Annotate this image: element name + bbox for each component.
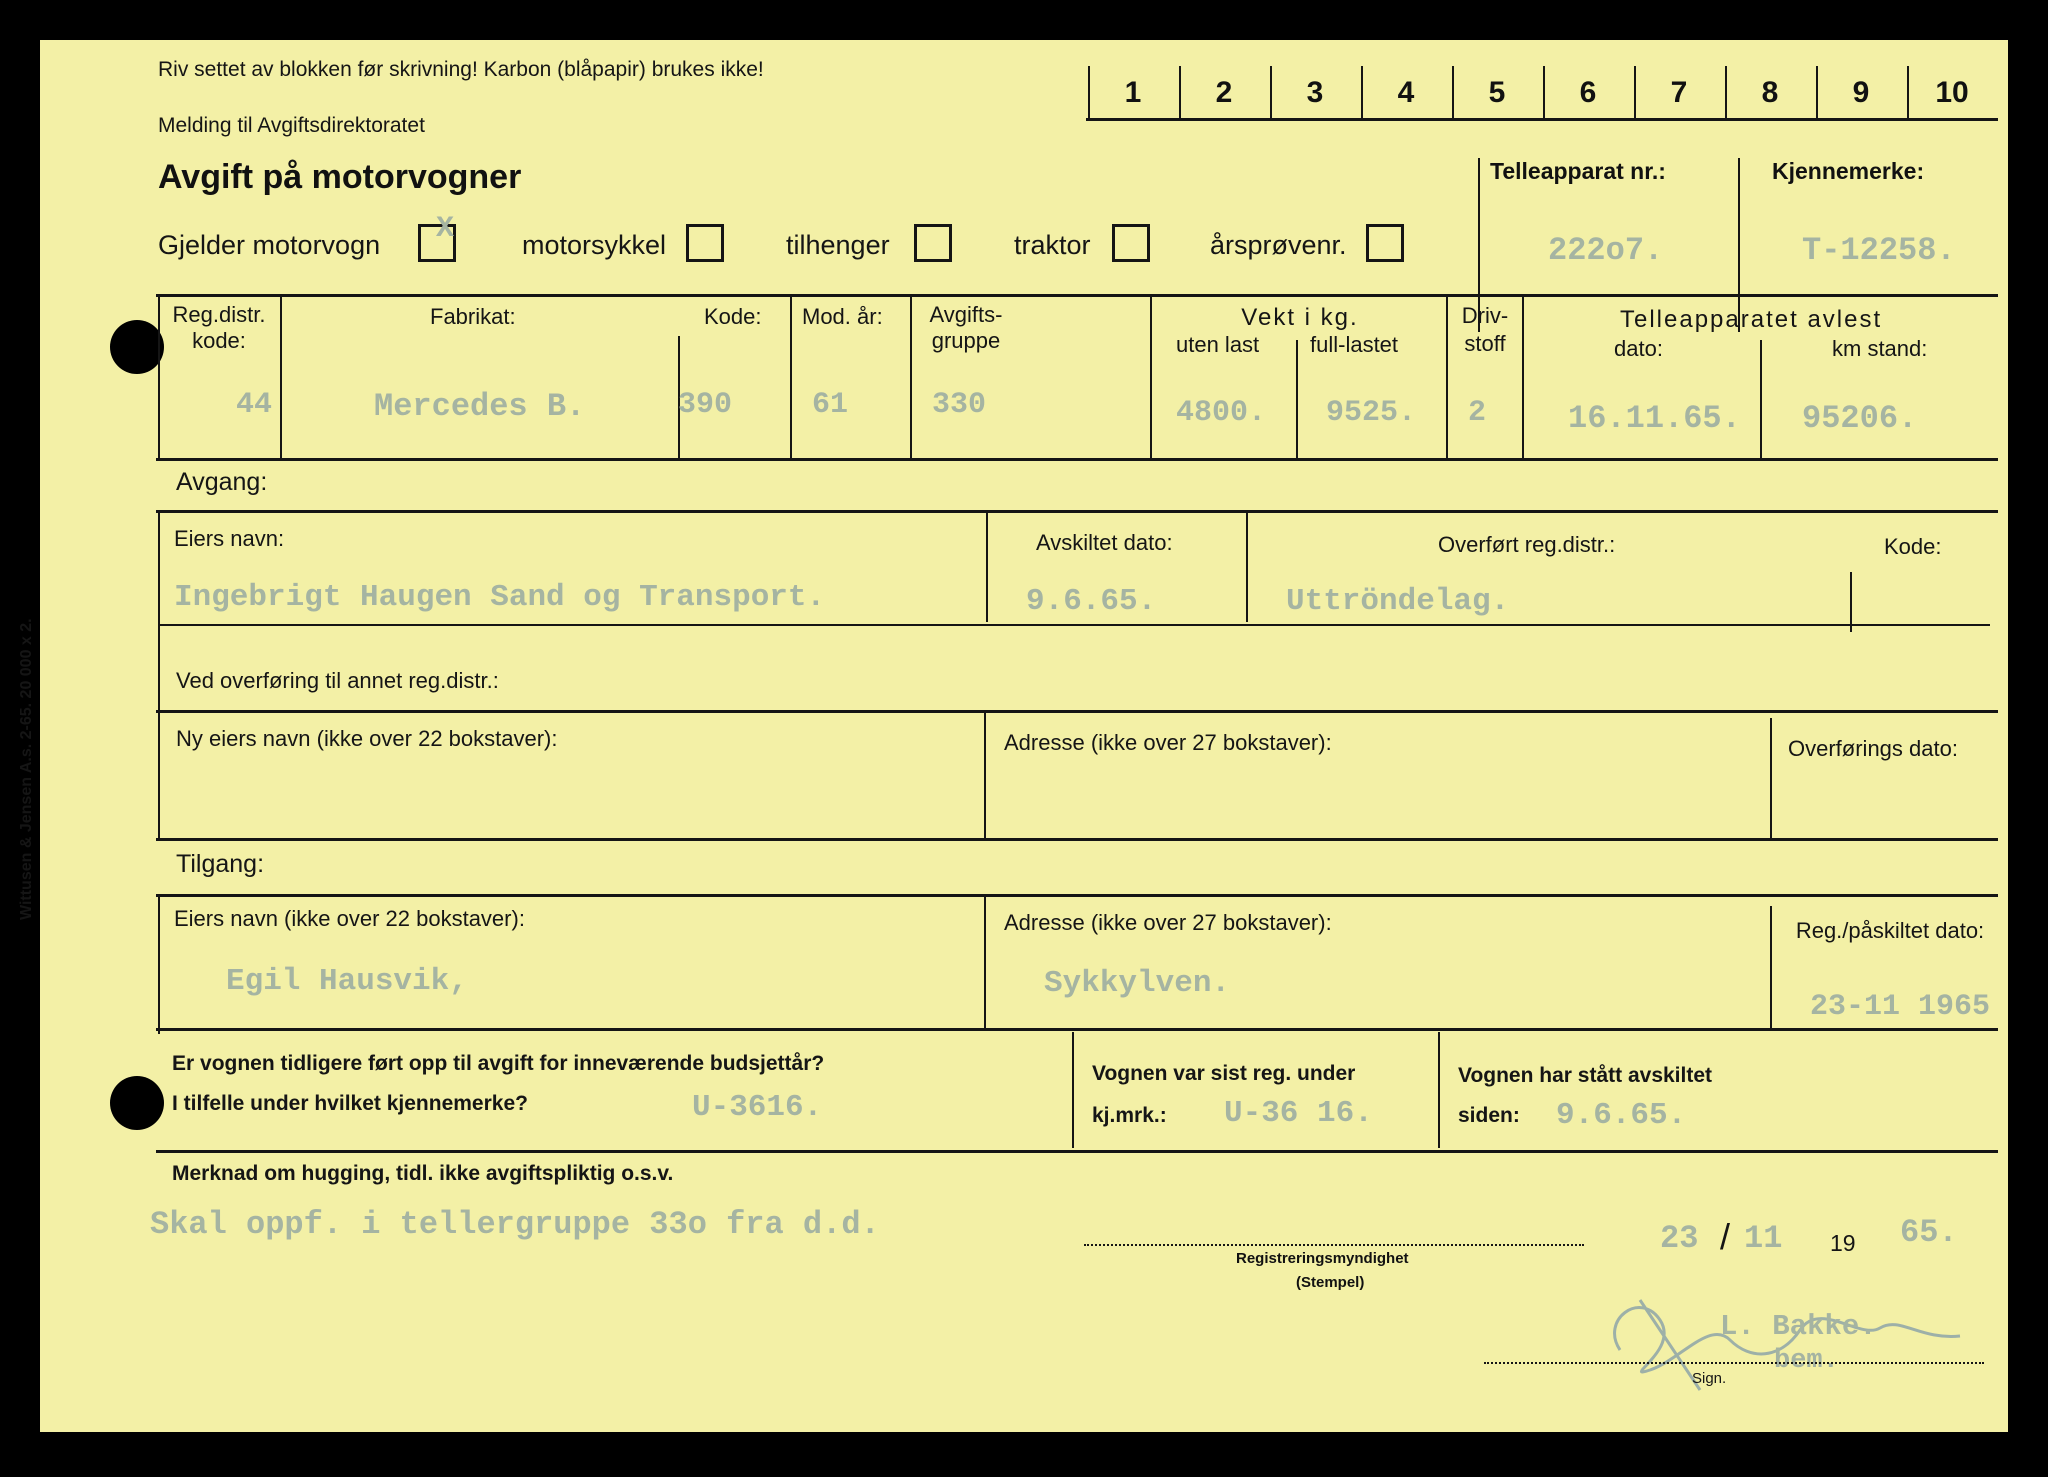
tilgang-eiers-navn-label: Eiers navn (ikke over 22 bokstaver): xyxy=(174,906,525,931)
prev-question-line2: I tilfelle under hvilket kjennemerke? xyxy=(172,1092,528,1115)
avskiltet-siden-label2: siden: xyxy=(1458,1104,1520,1127)
vehicle-row-left xyxy=(158,294,160,460)
ny-eier-left xyxy=(158,710,160,840)
avgang-col-3 xyxy=(1850,572,1852,632)
avgang-mid xyxy=(160,624,1990,626)
reg-paskiltet-label: Reg./påskiltet dato: xyxy=(1795,918,1985,943)
kjennemerke-label: Kjennemerke: xyxy=(1772,158,1925,184)
motorsykkel-checkbox[interactable] xyxy=(686,224,724,262)
regdistr-label: Reg.distr. kode: xyxy=(172,302,266,353)
instruction-text: Riv settet av blokken før skrivning! Karbon (blåpapir) brukes ikke! xyxy=(158,58,764,81)
drivstoff-value: 2 xyxy=(1468,396,1487,430)
avgiftsgruppe-value: 330 xyxy=(932,388,987,422)
counter-number: 5 xyxy=(1488,76,1506,109)
modaar-value: 61 xyxy=(812,388,849,422)
telleapparat-label: Telleapparat nr.: xyxy=(1490,158,1666,184)
avgang-col-2 xyxy=(1246,512,1248,622)
merknad-value: Skal oppf. i tellergruppe 33o fra d.d. xyxy=(150,1206,880,1243)
date-day: 23 xyxy=(1660,1220,1699,1257)
counter-number: 1 xyxy=(1124,76,1142,109)
avskiltet-dato-label: Avskiltet dato: xyxy=(1036,530,1173,555)
counter-number: 9 xyxy=(1852,76,1870,109)
regdistr-value: 44 xyxy=(236,388,273,422)
vehicle-col-7 xyxy=(1446,296,1448,458)
avgiftsgruppe-label: Avgifts- gruppe xyxy=(929,302,1003,353)
form-card xyxy=(18,40,2008,1432)
ny-eier-col-2 xyxy=(1770,718,1772,840)
tilgang-left xyxy=(158,894,160,1034)
counter-number: 4 xyxy=(1397,76,1415,109)
avgang-eiers-navn-value: Ingebrigt Haugen Sand og Transport. xyxy=(174,580,826,615)
uten-last-value: 4800. xyxy=(1176,396,1267,430)
tilgang-bottom xyxy=(156,1028,1998,1031)
avgang-left xyxy=(158,510,160,710)
prev-question-value: U-3616. xyxy=(692,1090,823,1125)
date-year: 65. xyxy=(1900,1214,1958,1251)
full-lastet-label: full-lastet xyxy=(1310,332,1399,357)
kode-label: Kode: xyxy=(704,304,762,329)
registrering-label: Registreringsmyndighet xyxy=(1236,1250,1409,1267)
reg-paskiltet-value: 23-11 1965 xyxy=(1810,990,1991,1024)
ny-eier-col-1 xyxy=(984,712,986,840)
counter-underline xyxy=(1086,118,1998,121)
dato-value: 16.11.65. xyxy=(1568,400,1741,437)
date-century: 19 xyxy=(1830,1230,1856,1256)
counter-number: 8 xyxy=(1761,76,1779,109)
date-month: 11 xyxy=(1744,1220,1783,1257)
tilgang-adresse-value: Sykkylven. xyxy=(1044,966,1231,1001)
side-print: Wittusen & Jensen A.s. 2-65. 20 000 x 2. xyxy=(18,618,35,920)
page-title: Avgift på motorvogner xyxy=(158,158,522,196)
overfort-label: Overført reg.distr.: xyxy=(1438,532,1616,557)
ny-eier-bottom xyxy=(156,838,1998,841)
date-separator: / xyxy=(1720,1216,1731,1257)
tilgang-col-2 xyxy=(1770,906,1772,1030)
vehicle-col-3 xyxy=(790,296,792,458)
vehicle-col-8 xyxy=(1522,296,1524,458)
signature-name: L. Bakke. xyxy=(1720,1310,1877,1343)
avgang-top xyxy=(156,510,1998,513)
vehicle-col-4 xyxy=(910,296,912,458)
counter-number: 7 xyxy=(1670,76,1688,109)
fabrikat-value: Mercedes B. xyxy=(374,388,586,425)
binder-hole-bottom xyxy=(110,1076,164,1130)
merknad-label: Merknad om hugging, tidl. ikke avgiftspliktig o.s.v. xyxy=(172,1162,674,1185)
ved-overforing-label: Ved overføring til annet reg.distr.: xyxy=(176,668,499,693)
binder-hole-top xyxy=(110,320,164,374)
traktor-checkbox[interactable] xyxy=(1112,224,1150,262)
avlest-label: Telleapparatet avlest xyxy=(1620,306,1883,333)
motorvogn-check-mark: X xyxy=(436,212,455,246)
prev-col-1 xyxy=(1072,1032,1074,1148)
avskiltet-siden-label1: Vognen har stått avskiltet xyxy=(1458,1064,1713,1087)
sist-reg-label1: Vognen var sist reg. under xyxy=(1092,1062,1356,1085)
vehicle-col-6 xyxy=(1296,340,1298,458)
tilgang-adresse-label: Adresse (ikke over 27 bokstaver): xyxy=(1004,910,1332,935)
tilgang-heading: Tilgang: xyxy=(176,850,265,878)
counter-number: 10 xyxy=(1935,76,1969,109)
ny-adresse-label: Adresse (ikke over 27 bokstaver): xyxy=(1004,730,1332,755)
tilgang-top xyxy=(156,894,1998,897)
tilgang-eiers-navn-value: Egil Hausvik, xyxy=(226,964,468,999)
vehicle-row-bottom xyxy=(156,458,1998,461)
vehicle-col-5 xyxy=(1150,296,1152,458)
melding-text: Melding til Avgiftsdirektoratet xyxy=(158,114,425,137)
signature-title: bem. xyxy=(1774,1346,1839,1376)
counter-number: 3 xyxy=(1306,76,1324,109)
stamp-line xyxy=(1084,1244,1584,1246)
ny-eier-label: Ny eiers navn (ikke over 22 bokstaver): xyxy=(176,726,558,751)
drivstoff-label: Driv- stoff xyxy=(1461,303,1509,356)
arsprovenr-checkbox[interactable] xyxy=(1366,224,1404,262)
km-label: km stand: xyxy=(1832,336,1928,361)
prev-col-2 xyxy=(1438,1032,1440,1148)
km-value: 95206. xyxy=(1802,400,1918,437)
prev-question-line1: Er vognen tidligere ført opp til avgift for inneværende budsjettår? xyxy=(172,1052,825,1075)
stempel-label: (Stempel) xyxy=(1296,1274,1365,1291)
avskiltet-siden-value: 9.6.65. xyxy=(1556,1098,1687,1133)
avskiltet-dato-value: 9.6.65. xyxy=(1026,584,1157,619)
vehicle-col-9 xyxy=(1760,340,1762,458)
sist-reg-value: U-36 16. xyxy=(1224,1096,1373,1131)
vehicle-row-top xyxy=(156,294,1998,297)
sign-label: Sign. xyxy=(1692,1370,1727,1387)
counter-number: 2 xyxy=(1215,76,1233,109)
full-lastet-value: 9525. xyxy=(1326,396,1417,430)
avgang-col-1 xyxy=(986,512,988,622)
counter-number: 6 xyxy=(1579,76,1597,109)
kode-value: 390 xyxy=(678,388,733,422)
fabrikat-label: Fabrikat: xyxy=(430,304,516,329)
motorsykkel-label: motorsykkel xyxy=(522,230,667,260)
sist-reg-label2: kj.mrk.: xyxy=(1092,1104,1167,1127)
telleapparat-value: 222o7. xyxy=(1548,232,1664,269)
overfort-value: Uttröndelag. xyxy=(1286,584,1510,619)
prev-bottom xyxy=(156,1150,1998,1153)
dato-label: dato: xyxy=(1614,336,1663,361)
traktor-label: traktor xyxy=(1014,230,1091,260)
avgang-kode-label: Kode: xyxy=(1884,534,1942,559)
modaar-label: Mod. år: xyxy=(802,304,883,329)
uten-last-label: uten last xyxy=(1176,332,1260,357)
signature-line xyxy=(1484,1362,1984,1364)
ny-eier-top xyxy=(156,710,1998,713)
gjelder-label: Gjelder motorvogn xyxy=(158,230,381,260)
avgang-heading: Avgang: xyxy=(176,468,268,496)
vehicle-col-1 xyxy=(280,296,282,458)
tilhenger-checkbox[interactable] xyxy=(914,224,952,262)
overforings-dato-label: Overførings dato: xyxy=(1788,736,1958,761)
arsprovenr-label: årsprøvenr. xyxy=(1210,230,1347,260)
tilgang-col-1 xyxy=(984,896,986,1030)
kjennemerke-value: T-12258. xyxy=(1802,232,1956,269)
tilhenger-label: tilhenger xyxy=(786,230,890,260)
avgang-eiers-navn-label: Eiers navn: xyxy=(174,526,285,551)
vekt-label: Vekt i kg. xyxy=(1241,304,1359,331)
